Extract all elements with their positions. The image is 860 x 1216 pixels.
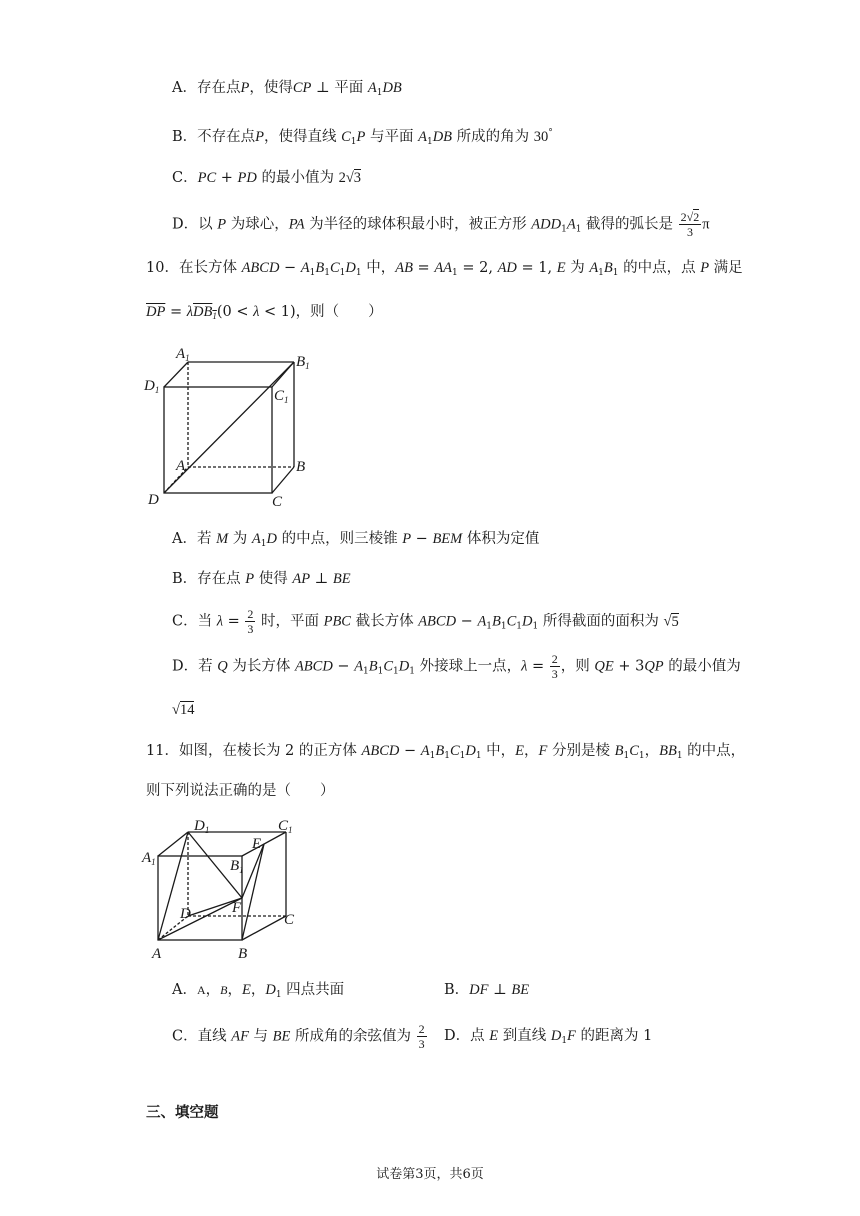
q10-label-c1: $C_1$ [274, 388, 289, 405]
q11-label-e: E [252, 836, 262, 852]
q10-label-a: A [176, 458, 186, 474]
q11-label-c: C [284, 912, 295, 928]
q10-option-d: D．若 Q 为长方体 ABCD − $A_1B_1C_1D_1$ 外接球上一点，λ = $\frac{2}{3}$ ，则 QE + 3QP 的最小值为 [172, 652, 741, 681]
q11-label-d1: $D_1$ [194, 818, 210, 835]
q10-label-b1: $B_1$ [296, 354, 310, 371]
page-footer: 试卷第3页，共6页 [376, 1167, 484, 1182]
q11-option-d: D．点 E 到直线 $D_1F$ 的距离为 1 [444, 1028, 653, 1046]
q11-label-b: B [238, 946, 248, 962]
q11-label-d: D [180, 906, 191, 922]
q10-cuboid-figure [140, 340, 320, 510]
q11-label-a1: $A_1$ [142, 850, 156, 867]
q11-label-f: F [232, 900, 242, 916]
q10-label-d1: $D_1$ [144, 378, 160, 395]
q9-option-b: B．不存在点P，使得直线 $C_1P$ 与平面 $A_1DB$ 所成的角为 30° [172, 128, 553, 147]
q10-stem-line1: 10．在长方体 ABCD − $A_1B_1C_1D_1$ 中，AB = $AA_1 = 2$, AD = 1, E 为 $A_1B_1$ 的中点，点 P 满足 [146, 260, 743, 278]
q11-cube-figure [140, 812, 310, 962]
q11-label-c1: $C_1$ [278, 818, 293, 835]
q10-option-a: A．若 M 为 $A_1D$ 的中点，则三棱锥 P − BEM 体积为定值 [172, 531, 540, 549]
q9-option-d: D．以 P 为球心，PA 为半径的球体积最小时，被正方形 $ADD_1A_1$ 截得的弧长是 $\frac{2√2}{3}$ π [172, 210, 710, 239]
q11-option-b: B．DF ⊥ BE [444, 982, 530, 998]
q10-option-d-continuation: √14 [172, 702, 195, 718]
q9-option-c: C．PC + PD 的最小值为 2√3 [172, 170, 362, 186]
q11-stem-line2: 则下列说法正确的是（ ） [146, 783, 335, 799]
q10-label-d: D [148, 492, 159, 508]
q10-label-a1: $A_1$ [176, 346, 190, 363]
q11-stem-line1: 11．如图，在棱长为 2 的正方体 ABCD − $A_1B_1C_1D_1$ 中，E，F 分别是棱 $B_1C_1$，$BB_1$ 的中点， [146, 743, 746, 761]
q11-option-a: A．A，B，E，$D_1$ 四点共面 [172, 982, 345, 1000]
q11-label-b1: $B_1$ [230, 858, 244, 875]
q10-label-c: C [272, 494, 283, 510]
section-heading-fill-in: 三、填空题 [146, 1104, 219, 1121]
q10-stem-line2: $\overline{DP} = \lambda DB_1(0 < \lambda < 1)$，则（ ） [146, 304, 383, 321]
q10-label-b: B [296, 459, 306, 475]
q10-option-c: C．当 λ = $\frac{2}{3}$ 时，平面 PBC 截长方体 ABCD − $A_1B_1C_1D_1$ 所得截面的面积为 √5 [172, 607, 679, 636]
q9-option-a: A．存在点P，使得CP ⊥ 平面 $A_1DB$ [172, 80, 402, 98]
q10-option-b: B．存在点 P 使得 AP ⊥ BE [172, 571, 351, 587]
q11-label-a: A [152, 946, 162, 962]
q11-option-c: C．直线 AF 与 BE 所成角的余弦值为 $\frac{2}{3}$ [172, 1022, 425, 1051]
